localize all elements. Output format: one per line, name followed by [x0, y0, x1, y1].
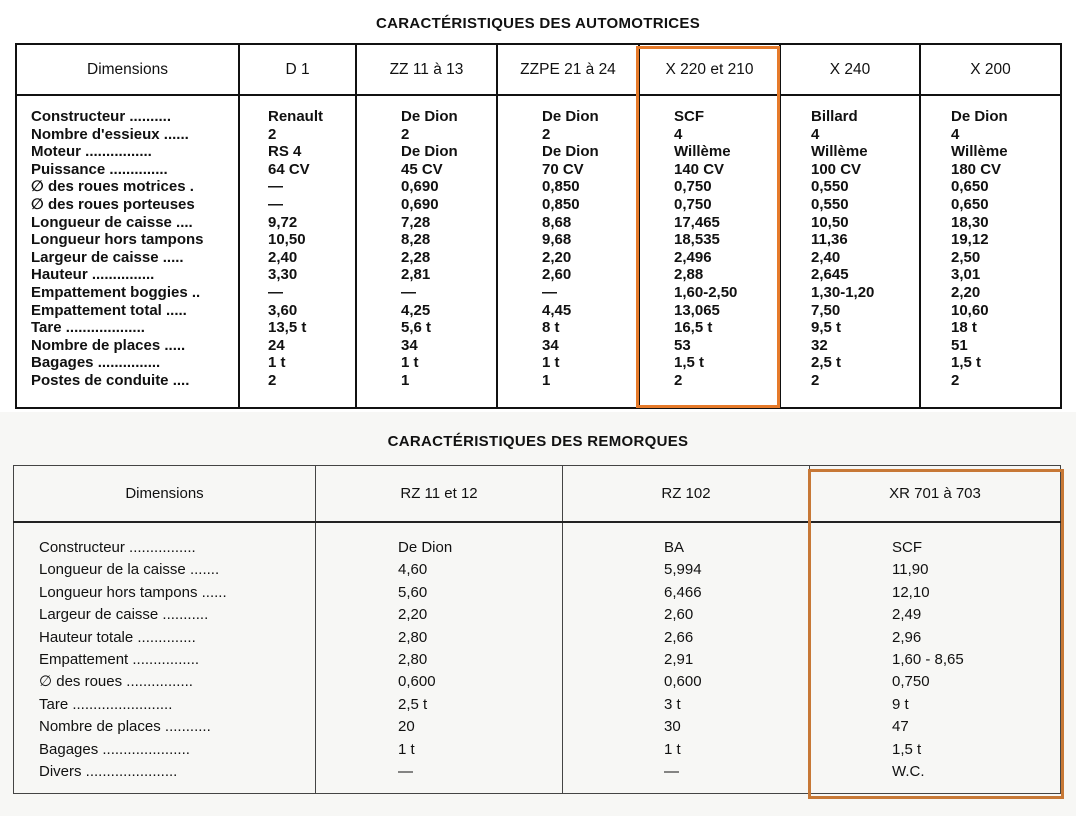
- remo-cell: 2,91: [664, 651, 694, 669]
- auto-cell: SCF: [674, 108, 704, 125]
- remo-cell: 0,600: [664, 673, 702, 691]
- automotrices-d1-column: [239, 95, 356, 408]
- automotrices-labels-column: [16, 95, 239, 408]
- auto-cell: 2,81: [401, 266, 431, 284]
- auto-row-label: Bagages ...............: [31, 354, 161, 372]
- auto-cell: 1,5 t: [674, 354, 705, 372]
- remo-row-label: Constructeur ................: [39, 539, 196, 556]
- auto-cell: Billard: [811, 108, 858, 125]
- auto-cell: —: [268, 178, 283, 196]
- remo-cell: —: [664, 763, 679, 781]
- auto-cell: 9,5 t: [811, 319, 842, 337]
- auto-cell: 0,550: [811, 178, 849, 196]
- auto-cell: 45 CV: [401, 160, 443, 178]
- auto-cell: 2,5 t: [811, 354, 842, 372]
- auto-cell: 51: [951, 336, 968, 354]
- auto-cell: 8,68: [542, 213, 572, 231]
- remorques-xr701-column: [810, 522, 1061, 794]
- remo-cell: De Dion: [398, 539, 453, 556]
- remo-row-label: Nombre de places ...........: [39, 718, 211, 736]
- auto-row-label: Moteur ................: [31, 143, 152, 161]
- auto-cell: 2: [951, 371, 960, 389]
- auto-cell: 2,40: [811, 248, 841, 266]
- auto-cell: De Dion: [401, 143, 458, 161]
- auto-row-label: Empattement total .....: [31, 301, 187, 319]
- remo-cell: 1 t: [398, 740, 415, 758]
- auto-cell: 1 t: [401, 354, 419, 372]
- auto-cell: —: [542, 283, 557, 301]
- auto-cell: 1,30-1,20: [811, 283, 875, 301]
- auto-cell: 64 CV: [268, 160, 310, 178]
- auto-cell: 0,690: [401, 195, 439, 213]
- remorques-rz102-column: [563, 522, 810, 794]
- auto-row-label: ∅ des roues porteuses: [31, 195, 195, 213]
- remorques-title: CARACTÉRISTIQUES DES REMORQUES: [387, 433, 689, 450]
- auto-cell: 0,690: [401, 178, 439, 196]
- auto-row-label: Largeur de caisse .....: [31, 248, 184, 266]
- auto-cell: 1 t: [268, 354, 286, 372]
- remo-cell: SCF: [892, 539, 922, 556]
- automotrices-header-zzpe: ZZPE 21 à 24: [497, 44, 639, 95]
- auto-cell: 8 t: [542, 319, 560, 337]
- remo-cell: 9 t: [892, 695, 909, 713]
- auto-cell: 0,750: [674, 178, 712, 196]
- auto-cell: Willème: [811, 143, 868, 161]
- auto-cell: 2,20: [542, 248, 572, 266]
- remo-cell: W.C.: [892, 763, 925, 781]
- auto-cell: 70 CV: [542, 160, 584, 178]
- remo-cell: 5,60: [398, 583, 428, 601]
- remo-row-label: Tare ........................: [39, 695, 173, 713]
- automotrices-header-row: [16, 44, 1061, 95]
- automotrices-body-row: [16, 95, 1061, 408]
- auto-cell: 0,850: [542, 195, 580, 213]
- automotrices-title: CARACTÉRISTIQUES DES AUTOMOTRICES: [375, 15, 701, 32]
- remo-row-label: Divers ......................: [39, 763, 178, 781]
- auto-cell: Renault: [268, 108, 324, 125]
- auto-cell: 53: [674, 336, 691, 354]
- auto-cell: De Dion: [542, 108, 599, 125]
- auto-cell: 180 CV: [951, 160, 1002, 178]
- automotrices-table: [15, 43, 1062, 409]
- auto-cell: 34: [401, 336, 418, 354]
- remo-cell: 20: [398, 718, 415, 736]
- auto-row-label: ∅ des roues motrices .: [31, 178, 194, 196]
- auto-cell: —: [268, 283, 283, 301]
- remo-cell: 2,60: [664, 606, 694, 624]
- auto-cell: De Dion: [951, 108, 1008, 125]
- auto-cell: 4: [811, 125, 820, 143]
- remo-cell: 2,80: [398, 628, 428, 646]
- automotrices-header-x240: X 240: [780, 44, 920, 95]
- remo-cell: 4,60: [398, 561, 428, 579]
- automotrices-x200-column: [920, 95, 1061, 408]
- auto-cell: 7,28: [401, 213, 431, 231]
- auto-cell: 1: [401, 371, 410, 389]
- auto-cell: 11,36: [811, 231, 848, 249]
- auto-cell: 10,50: [811, 213, 849, 231]
- remo-row-label: Empattement ................: [39, 651, 200, 669]
- auto-cell: 13,5 t: [268, 319, 307, 337]
- auto-row-label: Nombre d'essieux ......: [31, 125, 189, 143]
- auto-cell: 13,065: [674, 301, 720, 319]
- auto-cell: 0,650: [951, 178, 989, 196]
- remo-cell: 2,80: [398, 651, 428, 669]
- remo-cell: 3 t: [664, 695, 681, 713]
- auto-cell: 7,50: [811, 301, 841, 319]
- auto-cell: 2,40: [268, 248, 298, 266]
- remo-cell: 1,60 - 8,65: [892, 651, 964, 669]
- auto-row-label: Puissance ..............: [31, 160, 168, 178]
- auto-cell: Willème: [674, 143, 731, 161]
- auto-cell: 2,50: [951, 248, 981, 266]
- remo-cell: —: [398, 763, 413, 781]
- remo-row-label: Hauteur totale ..............: [39, 628, 196, 646]
- remo-cell: 0,750: [892, 673, 930, 691]
- remorques-labels-column: [14, 522, 316, 794]
- remo-cell: 30: [664, 718, 681, 736]
- remo-row-label: Longueur de la caisse .......: [39, 561, 220, 579]
- remorques-header-rz102: RZ 102: [563, 466, 810, 523]
- remo-cell: 47: [892, 718, 909, 736]
- auto-cell: 19,12: [951, 231, 989, 249]
- auto-cell: De Dion: [401, 108, 458, 125]
- remo-cell: 12,10: [892, 583, 930, 601]
- remo-cell: 2,66: [664, 628, 694, 646]
- automotrices-zz-column: [356, 95, 497, 408]
- remorques-header-rz11: RZ 11 et 12: [316, 466, 563, 523]
- auto-cell: 24: [268, 336, 285, 354]
- auto-cell: RS 4: [268, 143, 302, 161]
- auto-row-label: Longueur hors tampons: [31, 231, 204, 249]
- auto-row-label: Tare ...................: [31, 319, 145, 337]
- auto-cell: 2,496: [674, 248, 712, 266]
- auto-row-label: Constructeur ..........: [31, 108, 172, 125]
- auto-cell: 100 CV: [811, 160, 862, 178]
- remo-cell: 2,96: [892, 628, 922, 646]
- auto-cell: 18 t: [951, 319, 977, 337]
- auto-cell: De Dion: [542, 143, 599, 161]
- auto-cell: —: [268, 195, 283, 213]
- auto-cell: 2,645: [811, 266, 849, 284]
- auto-cell: Willème: [951, 143, 1008, 161]
- auto-cell: 1: [542, 371, 551, 389]
- auto-cell: 0,650: [951, 195, 989, 213]
- auto-cell: 3,01: [951, 266, 981, 284]
- auto-row-label: Postes de conduite ....: [31, 371, 190, 389]
- auto-cell: 10,50: [268, 231, 306, 249]
- auto-cell: 0,750: [674, 195, 712, 213]
- remo-cell: 1,5 t: [892, 740, 922, 758]
- auto-row-label: Longueur de caisse ....: [31, 213, 193, 231]
- remorques-header-xr701: XR 701 à 703: [810, 466, 1061, 523]
- remo-cell: 2,20: [398, 606, 428, 624]
- auto-cell: 3,30: [268, 266, 298, 284]
- automotrices-header-zz: ZZ 11 à 13: [356, 44, 497, 95]
- auto-cell: 4,25: [401, 301, 431, 319]
- auto-cell: 2,28: [401, 248, 431, 266]
- auto-cell: 8,28: [401, 231, 431, 249]
- auto-cell: —: [401, 283, 416, 301]
- remo-cell: 0,600: [398, 673, 436, 691]
- auto-row-label: Hauteur ...............: [31, 266, 155, 284]
- remorques-rz11-column: [316, 522, 563, 794]
- auto-row-label: Empattement boggies ..: [31, 283, 201, 301]
- auto-cell: 1,60-2,50: [674, 283, 738, 301]
- remo-row-label: Largeur de caisse ...........: [39, 606, 209, 624]
- auto-cell: 2: [268, 125, 277, 143]
- remorques-header-dimensions: Dimensions: [14, 466, 316, 523]
- automotrices-zzpe-column: [497, 95, 639, 408]
- auto-cell: 4: [674, 125, 683, 143]
- auto-cell: 1 t: [542, 354, 560, 372]
- automotrices-header-d1: D 1: [239, 44, 356, 95]
- automotrices-x240-column: [780, 95, 920, 408]
- auto-cell: 0,550: [811, 195, 849, 213]
- remo-row-label: Longueur hors tampons ......: [39, 583, 227, 601]
- automotrices-header-x220: X 220 et 210: [639, 44, 780, 95]
- auto-cell: 17,465: [674, 213, 720, 231]
- auto-cell: 1,5 t: [951, 354, 982, 372]
- auto-cell: 2: [811, 371, 820, 389]
- remo-row-label: ∅ des roues ................: [39, 673, 193, 691]
- auto-cell: 2: [674, 371, 683, 389]
- auto-cell: 9,68: [542, 231, 572, 249]
- auto-cell: 34: [542, 336, 559, 354]
- auto-cell: 32: [811, 336, 828, 354]
- auto-row-label: Nombre de places .....: [31, 336, 186, 354]
- auto-cell: 10,60: [951, 301, 989, 319]
- auto-cell: 2: [268, 371, 277, 389]
- auto-cell: 140 CV: [674, 160, 725, 178]
- auto-cell: 2,20: [951, 283, 981, 301]
- auto-cell: 2,88: [674, 266, 704, 284]
- remo-cell: 2,49: [892, 606, 922, 624]
- remo-cell: 2,5 t: [398, 695, 428, 713]
- auto-cell: 2: [542, 125, 551, 143]
- auto-cell: 16,5 t: [674, 319, 713, 337]
- remo-row-label: Bagages .....................: [39, 740, 190, 758]
- auto-cell: 5,6 t: [401, 319, 432, 337]
- auto-cell: 4: [951, 125, 960, 143]
- remo-cell: 5,994: [664, 561, 702, 579]
- auto-cell: 4,45: [542, 301, 572, 319]
- remo-cell: 6,466: [664, 583, 702, 601]
- remorques-table: [13, 465, 1061, 794]
- automotrices-x220-column: [639, 95, 780, 408]
- auto-cell: 2,60: [542, 266, 572, 284]
- auto-cell: 18,30: [951, 213, 989, 231]
- remo-cell: BA: [664, 539, 685, 556]
- automotrices-header-dimensions: Dimensions: [16, 44, 239, 95]
- auto-cell: 9,72: [268, 213, 298, 231]
- automotrices-header-x200: X 200: [920, 44, 1061, 95]
- remo-cell: 1 t: [664, 740, 681, 758]
- auto-cell: 18,535: [674, 231, 720, 249]
- remorques-header-row: [14, 466, 1061, 523]
- remorques-body-row: [14, 522, 1061, 794]
- auto-cell: 3,60: [268, 301, 298, 319]
- auto-cell: 0,850: [542, 178, 580, 196]
- auto-cell: 2: [401, 125, 410, 143]
- remo-cell: 11,90: [892, 561, 929, 579]
